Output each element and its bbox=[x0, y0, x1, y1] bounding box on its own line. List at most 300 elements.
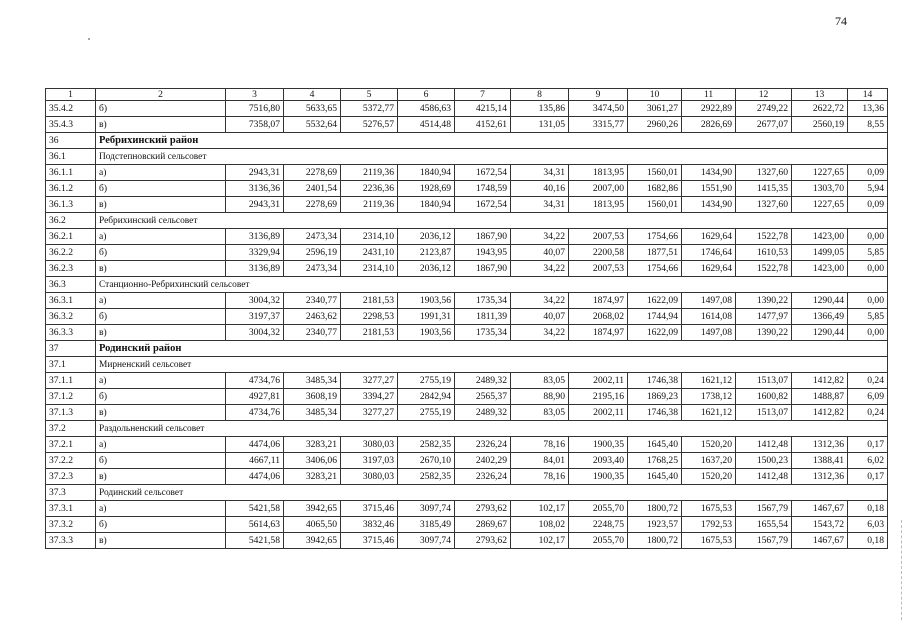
column-header-5: 5 bbox=[341, 89, 398, 101]
cell-value: 2473,34 bbox=[284, 229, 341, 245]
cell-value: 2749,22 bbox=[736, 101, 792, 117]
cell-value: 1327,60 bbox=[736, 165, 792, 181]
row-code: 37.3 bbox=[46, 485, 96, 501]
cell-value: 3942,65 bbox=[284, 533, 341, 549]
cell-value: 2596,19 bbox=[284, 245, 341, 261]
row-code: 35.4.2 bbox=[46, 101, 96, 117]
row-code: 37.1.2 bbox=[46, 389, 96, 405]
cell-value: 1928,69 bbox=[398, 181, 455, 197]
cell-value: 5421,58 bbox=[226, 533, 284, 549]
row-variant-label: в) bbox=[96, 197, 226, 213]
cell-value: 3715,46 bbox=[341, 501, 398, 517]
cell-value: 4586,63 bbox=[398, 101, 455, 117]
cell-value: 1520,20 bbox=[682, 437, 736, 453]
cell-value: 3485,34 bbox=[284, 373, 341, 389]
table-row bbox=[46, 437, 888, 453]
cell-value: 3080,03 bbox=[341, 437, 398, 453]
cell-value: 2473,34 bbox=[284, 261, 341, 277]
table-row bbox=[46, 533, 888, 549]
cell-value: 83,05 bbox=[511, 405, 569, 421]
cell-value: 1903,56 bbox=[398, 325, 455, 341]
cell-value: 1303,70 bbox=[792, 181, 848, 197]
cell-value: 5,85 bbox=[848, 309, 888, 325]
column-header-13: 13 bbox=[792, 89, 848, 101]
cell-value: 1991,31 bbox=[398, 309, 455, 325]
cell-value: 1813,95 bbox=[569, 197, 628, 213]
cell-value: 3283,21 bbox=[284, 469, 341, 485]
council-row bbox=[46, 357, 888, 373]
cell-value: 2402,29 bbox=[455, 453, 511, 469]
council-name: Родинский сельсовет bbox=[96, 485, 888, 501]
cell-value: 84,01 bbox=[511, 453, 569, 469]
cell-value: 2093,40 bbox=[569, 453, 628, 469]
cell-value: 4065,50 bbox=[284, 517, 341, 533]
row-code: 36.3.2 bbox=[46, 309, 96, 325]
row-code: 36.1 bbox=[46, 149, 96, 165]
cell-value: 1840,94 bbox=[398, 165, 455, 181]
cell-value: 1877,51 bbox=[628, 245, 682, 261]
cell-value: 1497,08 bbox=[682, 325, 736, 341]
council-name: Раздольненский сельсовет bbox=[96, 421, 888, 437]
cell-value: 4215,14 bbox=[455, 101, 511, 117]
column-header-4: 4 bbox=[284, 89, 341, 101]
column-header-3: 3 bbox=[226, 89, 284, 101]
cell-value: 1543,72 bbox=[792, 517, 848, 533]
row-variant-label: б) bbox=[96, 101, 226, 117]
row-code: 36 bbox=[46, 133, 96, 149]
cell-value: 1746,64 bbox=[682, 245, 736, 261]
cell-value: 1423,00 bbox=[792, 261, 848, 277]
cell-value: 108,02 bbox=[511, 517, 569, 533]
cell-value: 2755,19 bbox=[398, 405, 455, 421]
cell-value: 0,24 bbox=[848, 405, 888, 421]
cell-value: 2314,10 bbox=[341, 229, 398, 245]
cell-value: 5633,65 bbox=[284, 101, 341, 117]
cell-value: 131,05 bbox=[511, 117, 569, 133]
cell-value: 6,09 bbox=[848, 389, 888, 405]
council-name: Мирненский сельсовет bbox=[96, 357, 888, 373]
cell-value: 2489,32 bbox=[455, 405, 511, 421]
cell-value: 5276,57 bbox=[341, 117, 398, 133]
row-variant-label: б) bbox=[96, 517, 226, 533]
row-code: 37.2.1 bbox=[46, 437, 96, 453]
cell-value: 2181,53 bbox=[341, 325, 398, 341]
cell-value: 1610,53 bbox=[736, 245, 792, 261]
cell-value: 1813,95 bbox=[569, 165, 628, 181]
cell-value: 1682,86 bbox=[628, 181, 682, 197]
table-row bbox=[46, 373, 888, 389]
cell-value: 2960,26 bbox=[628, 117, 682, 133]
cell-value: 2298,53 bbox=[341, 309, 398, 325]
row-variant-label: в) bbox=[96, 261, 226, 277]
row-code: 36.2.2 bbox=[46, 245, 96, 261]
cell-value: 1467,67 bbox=[792, 501, 848, 517]
cell-value: 3097,74 bbox=[398, 533, 455, 549]
cell-value: 1522,78 bbox=[736, 229, 792, 245]
cell-value: 102,17 bbox=[511, 501, 569, 517]
cell-value: 2340,77 bbox=[284, 325, 341, 341]
cell-value: 3329,94 bbox=[226, 245, 284, 261]
row-variant-label: б) bbox=[96, 389, 226, 405]
cell-value: 34,31 bbox=[511, 197, 569, 213]
column-header-11: 11 bbox=[682, 89, 736, 101]
cell-value: 6,03 bbox=[848, 517, 888, 533]
cell-value: 1675,53 bbox=[682, 533, 736, 549]
region-name: Ребрихинский район bbox=[96, 133, 888, 149]
cell-value: 1754,66 bbox=[628, 261, 682, 277]
row-variant-label: а) bbox=[96, 437, 226, 453]
region-name: Родинский район bbox=[96, 341, 888, 357]
council-row bbox=[46, 213, 888, 229]
cell-value: 3004,32 bbox=[226, 293, 284, 309]
cell-value: 2793,62 bbox=[455, 533, 511, 549]
row-variant-label: б) bbox=[96, 309, 226, 325]
cell-value: 2326,24 bbox=[455, 437, 511, 453]
column-header-9: 9 bbox=[569, 89, 628, 101]
row-code: 37.2 bbox=[46, 421, 96, 437]
tariff-table bbox=[45, 88, 888, 549]
cell-value: 2755,19 bbox=[398, 373, 455, 389]
row-code: 37.2.3 bbox=[46, 469, 96, 485]
cell-value: 1477,97 bbox=[736, 309, 792, 325]
cell-value: 34,22 bbox=[511, 293, 569, 309]
cell-value: 1748,59 bbox=[455, 181, 511, 197]
row-code: 37.1.1 bbox=[46, 373, 96, 389]
cell-value: 1867,90 bbox=[455, 229, 511, 245]
cell-value: 0,17 bbox=[848, 437, 888, 453]
cell-value: 3136,36 bbox=[226, 181, 284, 197]
cell-value: 4927,81 bbox=[226, 389, 284, 405]
cell-value: 1900,35 bbox=[569, 437, 628, 453]
row-code: 36.2.1 bbox=[46, 229, 96, 245]
table-row bbox=[46, 117, 888, 133]
table-row bbox=[46, 101, 888, 117]
cell-value: 3608,19 bbox=[284, 389, 341, 405]
cell-value: 1672,54 bbox=[455, 197, 511, 213]
row-code: 36.1.3 bbox=[46, 197, 96, 213]
cell-value: 2119,36 bbox=[341, 165, 398, 181]
cell-value: 1903,56 bbox=[398, 293, 455, 309]
cell-value: 5421,58 bbox=[226, 501, 284, 517]
row-code: 37.3.3 bbox=[46, 533, 96, 549]
cell-value: 3097,74 bbox=[398, 501, 455, 517]
region-row bbox=[46, 341, 888, 357]
cell-value: 34,22 bbox=[511, 261, 569, 277]
cell-value: 0,00 bbox=[848, 261, 888, 277]
table-body bbox=[46, 101, 888, 549]
cell-value: 2236,36 bbox=[341, 181, 398, 197]
cell-value: 1735,34 bbox=[455, 325, 511, 341]
cell-value: 3197,37 bbox=[226, 309, 284, 325]
cell-value: 1600,82 bbox=[736, 389, 792, 405]
table-row bbox=[46, 197, 888, 213]
cell-value: 3004,32 bbox=[226, 325, 284, 341]
cell-value: 5,85 bbox=[848, 245, 888, 261]
cell-value: 1621,12 bbox=[682, 405, 736, 421]
cell-value: 2002,11 bbox=[569, 405, 628, 421]
cell-value: 3277,27 bbox=[341, 405, 398, 421]
region-row bbox=[46, 133, 888, 149]
cell-value: 1874,97 bbox=[569, 325, 628, 341]
row-code: 37.3.1 bbox=[46, 501, 96, 517]
row-code: 36.3 bbox=[46, 277, 96, 293]
cell-value: 3474,50 bbox=[569, 101, 628, 117]
column-header-12: 12 bbox=[736, 89, 792, 101]
cell-value: 1412,48 bbox=[736, 437, 792, 453]
table-row bbox=[46, 293, 888, 309]
cell-value: 1513,07 bbox=[736, 405, 792, 421]
cell-value: 1290,44 bbox=[792, 325, 848, 341]
cell-value: 40,07 bbox=[511, 245, 569, 261]
cell-value: 1412,82 bbox=[792, 405, 848, 421]
cell-value: 0,17 bbox=[848, 469, 888, 485]
column-header-8: 8 bbox=[511, 89, 569, 101]
cell-value: 1811,39 bbox=[455, 309, 511, 325]
cell-value: 1622,09 bbox=[628, 293, 682, 309]
table-row bbox=[46, 517, 888, 533]
cell-value: 2793,62 bbox=[455, 501, 511, 517]
council-row bbox=[46, 277, 888, 293]
row-code: 37.3.2 bbox=[46, 517, 96, 533]
cell-value: 1637,20 bbox=[682, 453, 736, 469]
cell-value: 135,86 bbox=[511, 101, 569, 117]
row-code: 37.2.2 bbox=[46, 453, 96, 469]
cell-value: 2622,72 bbox=[792, 101, 848, 117]
cell-value: 3061,27 bbox=[628, 101, 682, 117]
cell-value: 0,00 bbox=[848, 229, 888, 245]
cell-value: 1560,01 bbox=[628, 197, 682, 213]
cell-value: 0,24 bbox=[848, 373, 888, 389]
column-header-10: 10 bbox=[628, 89, 682, 101]
row-variant-label: в) bbox=[96, 405, 226, 421]
cell-value: 3942,65 bbox=[284, 501, 341, 517]
cell-value: 2565,37 bbox=[455, 389, 511, 405]
cell-value: 3277,27 bbox=[341, 373, 398, 389]
cell-value: 1560,01 bbox=[628, 165, 682, 181]
page-number: 74 bbox=[835, 14, 847, 28]
cell-value: 2278,69 bbox=[284, 165, 341, 181]
column-header-2: 2 bbox=[96, 89, 226, 101]
cell-value: 0,00 bbox=[848, 325, 888, 341]
cell-value: 1227,65 bbox=[792, 197, 848, 213]
cell-value: 1327,60 bbox=[736, 197, 792, 213]
cell-value: 2489,32 bbox=[455, 373, 511, 389]
cell-value: 2943,31 bbox=[226, 165, 284, 181]
header-row bbox=[46, 89, 888, 101]
cell-value: 40,07 bbox=[511, 309, 569, 325]
cell-value: 2842,94 bbox=[398, 389, 455, 405]
cell-value: 1412,48 bbox=[736, 469, 792, 485]
cell-value: 7358,07 bbox=[226, 117, 284, 133]
cell-value: 2869,67 bbox=[455, 517, 511, 533]
cell-value: 4474,06 bbox=[226, 469, 284, 485]
cell-value: 1800,72 bbox=[628, 533, 682, 549]
cell-value: 3715,46 bbox=[341, 533, 398, 549]
cell-value: 2200,58 bbox=[569, 245, 628, 261]
cell-value: 2314,10 bbox=[341, 261, 398, 277]
cell-value: 1366,49 bbox=[792, 309, 848, 325]
cell-value: 2560,19 bbox=[792, 117, 848, 133]
council-row bbox=[46, 485, 888, 501]
cell-value: 2055,70 bbox=[569, 501, 628, 517]
cell-value: 102,17 bbox=[511, 533, 569, 549]
cell-value: 2036,12 bbox=[398, 261, 455, 277]
cell-value: 34,31 bbox=[511, 165, 569, 181]
council-name: Подстепновский сельсовет bbox=[96, 149, 888, 165]
cell-value: 3185,49 bbox=[398, 517, 455, 533]
row-variant-label: в) bbox=[96, 469, 226, 485]
cell-value: 3197,03 bbox=[341, 453, 398, 469]
cell-value: 1312,36 bbox=[792, 469, 848, 485]
cell-value: 1735,34 bbox=[455, 293, 511, 309]
cell-value: 2036,12 bbox=[398, 229, 455, 245]
cell-value: 0,00 bbox=[848, 293, 888, 309]
cell-value: 0,18 bbox=[848, 501, 888, 517]
cell-value: 1645,40 bbox=[628, 469, 682, 485]
cell-value: 2007,00 bbox=[569, 181, 628, 197]
table-row bbox=[46, 181, 888, 197]
cell-value: 4474,06 bbox=[226, 437, 284, 453]
cell-value: 3080,03 bbox=[341, 469, 398, 485]
row-variant-label: в) bbox=[96, 325, 226, 341]
cell-value: 2007,53 bbox=[569, 229, 628, 245]
cell-value: 2195,16 bbox=[569, 389, 628, 405]
row-variant-label: б) bbox=[96, 245, 226, 261]
cell-value: 5372,77 bbox=[341, 101, 398, 117]
cell-value: 1412,82 bbox=[792, 373, 848, 389]
cell-value: 0,09 bbox=[848, 197, 888, 213]
cell-value: 2123,87 bbox=[398, 245, 455, 261]
row-variant-label: а) bbox=[96, 293, 226, 309]
table-row bbox=[46, 165, 888, 181]
cell-value: 4514,48 bbox=[398, 117, 455, 133]
cell-value: 83,05 bbox=[511, 373, 569, 389]
row-variant-label: в) bbox=[96, 533, 226, 549]
cell-value: 5532,64 bbox=[284, 117, 341, 133]
cell-value: 2582,35 bbox=[398, 437, 455, 453]
council-row bbox=[46, 421, 888, 437]
cell-value: 1869,23 bbox=[628, 389, 682, 405]
cell-value: 3283,21 bbox=[284, 437, 341, 453]
cell-value: 1645,40 bbox=[628, 437, 682, 453]
cell-value: 3136,89 bbox=[226, 229, 284, 245]
scan-edge-mark bbox=[900, 520, 902, 620]
table-row bbox=[46, 405, 888, 421]
cell-value: 7516,80 bbox=[226, 101, 284, 117]
cell-value: 1423,00 bbox=[792, 229, 848, 245]
cell-value: 3406,06 bbox=[284, 453, 341, 469]
cell-value: 2677,07 bbox=[736, 117, 792, 133]
row-variant-label: б) bbox=[96, 181, 226, 197]
cell-value: 1488,87 bbox=[792, 389, 848, 405]
row-code: 36.3.3 bbox=[46, 325, 96, 341]
cell-value: 40,16 bbox=[511, 181, 569, 197]
cell-value: 2943,31 bbox=[226, 197, 284, 213]
column-header-6: 6 bbox=[398, 89, 455, 101]
cell-value: 1738,12 bbox=[682, 389, 736, 405]
cell-value: 1434,90 bbox=[682, 165, 736, 181]
cell-value: 1522,78 bbox=[736, 261, 792, 277]
row-variant-label: в) bbox=[96, 117, 226, 133]
cell-value: 1390,22 bbox=[736, 293, 792, 309]
cell-value: 1768,25 bbox=[628, 453, 682, 469]
cell-value: 1497,08 bbox=[682, 293, 736, 309]
cell-value: 1754,66 bbox=[628, 229, 682, 245]
row-variant-label: а) bbox=[96, 373, 226, 389]
cell-value: 34,22 bbox=[511, 325, 569, 341]
row-variant-label: а) bbox=[96, 165, 226, 181]
cell-value: 2119,36 bbox=[341, 197, 398, 213]
cell-value: 1312,36 bbox=[792, 437, 848, 453]
cell-value: 6,02 bbox=[848, 453, 888, 469]
row-code: 36.2.3 bbox=[46, 261, 96, 277]
cell-value: 3136,89 bbox=[226, 261, 284, 277]
cell-value: 4152,61 bbox=[455, 117, 511, 133]
cell-value: 1500,23 bbox=[736, 453, 792, 469]
cell-value: 2055,70 bbox=[569, 533, 628, 549]
cell-value: 1867,90 bbox=[455, 261, 511, 277]
cell-value: 2826,69 bbox=[682, 117, 736, 133]
cell-value: 3485,34 bbox=[284, 405, 341, 421]
row-code: 36.1.2 bbox=[46, 181, 96, 197]
cell-value: 1840,94 bbox=[398, 197, 455, 213]
cell-value: 2007,53 bbox=[569, 261, 628, 277]
cell-value: 8,55 bbox=[848, 117, 888, 133]
row-code: 35.4.3 bbox=[46, 117, 96, 133]
cell-value: 88,90 bbox=[511, 389, 569, 405]
cell-value: 4734,76 bbox=[226, 373, 284, 389]
cell-value: 2002,11 bbox=[569, 373, 628, 389]
cell-value: 0,18 bbox=[848, 533, 888, 549]
row-code: 36.3.1 bbox=[46, 293, 96, 309]
row-code: 36.2 bbox=[46, 213, 96, 229]
cell-value: 2922,89 bbox=[682, 101, 736, 117]
cell-value: 2068,02 bbox=[569, 309, 628, 325]
cell-value: 2670,10 bbox=[398, 453, 455, 469]
cell-value: 1629,64 bbox=[682, 261, 736, 277]
cell-value: 1744,94 bbox=[628, 309, 682, 325]
table-row bbox=[46, 229, 888, 245]
cell-value: 2278,69 bbox=[284, 197, 341, 213]
cell-value: 2340,77 bbox=[284, 293, 341, 309]
cell-value: 0,09 bbox=[848, 165, 888, 181]
cell-value: 2181,53 bbox=[341, 293, 398, 309]
cell-value: 1675,53 bbox=[682, 501, 736, 517]
cell-value: 13,36 bbox=[848, 101, 888, 117]
cell-value: 1520,20 bbox=[682, 469, 736, 485]
cell-value: 2326,24 bbox=[455, 469, 511, 485]
council-name: Ребрихинский сельсовет bbox=[96, 213, 888, 229]
council-row bbox=[46, 149, 888, 165]
table-row bbox=[46, 469, 888, 485]
table-row bbox=[46, 453, 888, 469]
cell-value: 78,16 bbox=[511, 469, 569, 485]
row-code: 37.1.3 bbox=[46, 405, 96, 421]
cell-value: 1900,35 bbox=[569, 469, 628, 485]
cell-value: 3394,27 bbox=[341, 389, 398, 405]
cell-value: 2248,75 bbox=[569, 517, 628, 533]
cell-value: 34,22 bbox=[511, 229, 569, 245]
cell-value: 2431,10 bbox=[341, 245, 398, 261]
cell-value: 1290,44 bbox=[792, 293, 848, 309]
cell-value: 1874,97 bbox=[569, 293, 628, 309]
row-code: 36.1.1 bbox=[46, 165, 96, 181]
cell-value: 1746,38 bbox=[628, 373, 682, 389]
cell-value: 2463,62 bbox=[284, 309, 341, 325]
cell-value: 1614,08 bbox=[682, 309, 736, 325]
cell-value: 1434,90 bbox=[682, 197, 736, 213]
cell-value: 4667,11 bbox=[226, 453, 284, 469]
